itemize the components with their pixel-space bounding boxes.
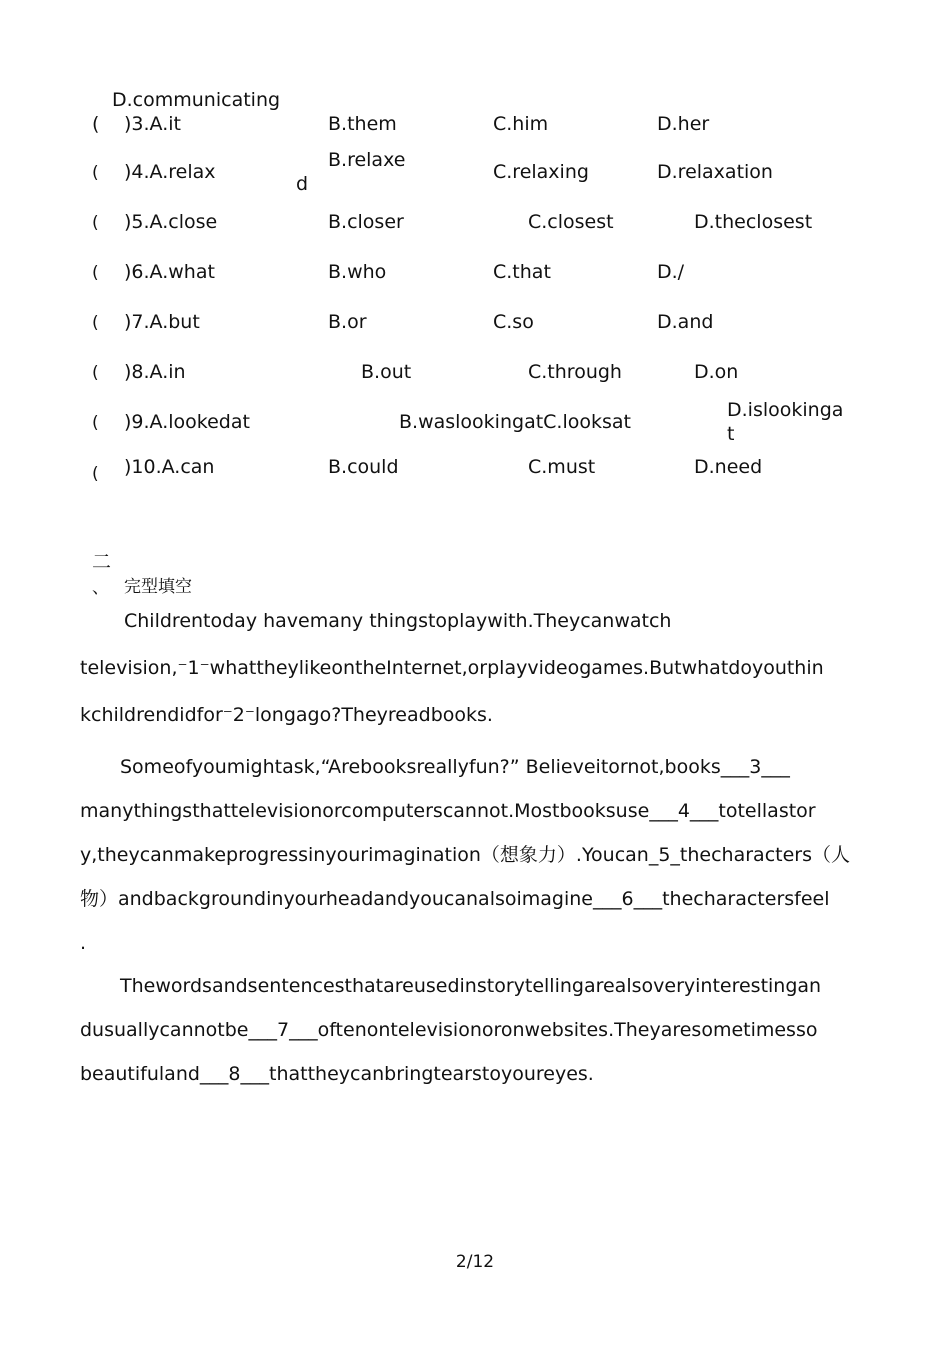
option-c: C.through	[528, 361, 622, 383]
option-b: B.out	[361, 361, 412, 383]
option-c: C.that	[493, 261, 551, 283]
passage-line: .	[80, 932, 87, 954]
option-c: C.must	[528, 456, 596, 478]
option-c: C.him	[493, 113, 549, 135]
option-b-wrap: d	[296, 173, 309, 195]
answer-paren: (	[92, 213, 99, 233]
option-d: D.her	[657, 113, 710, 135]
top-fragment: D.communicating	[112, 89, 281, 111]
option-a: )7.A.but	[124, 311, 200, 333]
section-title: 完型填空	[124, 577, 192, 597]
option-d: D.need	[694, 456, 763, 478]
passage-line: Childrentoday havemany thingstoplaywith.Theycanwatch	[124, 610, 672, 632]
option-c: C.so	[493, 311, 534, 333]
answer-paren: (	[92, 313, 99, 333]
option-a: )9.A.lookedat	[124, 411, 250, 433]
option-b: B.could	[328, 456, 399, 478]
passage-line: manythingsthattelevisionorcomputerscannot.Mostbooksuse___4___totellastor	[80, 800, 816, 822]
page-number: 2/12	[455, 1252, 495, 1272]
option-b: B.or	[328, 311, 367, 333]
option-b: B.them	[328, 113, 397, 135]
option-a: )4.A.relax	[124, 161, 216, 183]
answer-paren: (	[92, 413, 99, 433]
option-c: C.closest	[528, 211, 614, 233]
answer-paren: (	[92, 464, 99, 484]
passage-paragraph-2	[80, 745, 870, 965]
section-number: 二	[92, 551, 112, 573]
answer-paren: (	[92, 163, 99, 183]
option-d: D.relaxation	[657, 161, 773, 183]
option-b-c: B.waslookingatC.looksat	[399, 411, 631, 433]
answer-paren: (	[92, 263, 99, 283]
answer-paren: (	[92, 113, 100, 135]
option-a: )10.A.can	[124, 456, 215, 478]
option-a: )8.A.in	[124, 361, 186, 383]
option-d: D.on	[694, 361, 739, 383]
passage-line: television,⁻1⁻whattheylikeontheInternet,orplayvideogames.Butwhatdoyouthin	[80, 657, 824, 679]
option-d-wrap: t	[727, 423, 735, 445]
option-d: D.and	[657, 311, 714, 333]
option-d: D./	[657, 261, 685, 283]
section-separator: 、	[92, 578, 109, 598]
option-c: C.relaxing	[493, 161, 589, 183]
option-b: B.closer	[328, 211, 404, 233]
passage-line: 物）andbackgroundinyourheadandyoucanalsoimagine___6___thecharactersfeel	[80, 888, 830, 910]
passage-paragraph-1	[80, 599, 870, 737]
option-b: B.relaxe	[328, 149, 406, 171]
option-a: )3.A.it	[124, 113, 181, 135]
option-b: B.who	[328, 261, 387, 283]
passage-line: beautifuland___8___thattheycanbringtearstoyoureyes.	[80, 1063, 594, 1085]
passage-line: kchildrendidfor⁻2⁻longago?Theyreadbooks.	[80, 704, 493, 726]
passage-line: Someofyoumightask,“Arebooksreallyfun?” Believeitornot,books___3___	[120, 756, 790, 778]
option-a: )5.A.close	[124, 211, 218, 233]
option-d: D.islookinga	[727, 399, 844, 421]
passage-line: Thewordsandsentencesthatareusedinstorytellingarealsoveryinterestingan	[120, 975, 822, 997]
answer-paren: (	[92, 363, 99, 383]
option-d: D.theclosest	[694, 211, 813, 233]
passage-line: y,theycanmakeprogressinyourimagination（想象力）.Youcan_5_thecharacters（人	[80, 844, 850, 866]
passage-paragraph-3	[80, 964, 870, 1096]
passage-line: dusuallycannotbe___7___oftenontelevisionoronwebsites.Theyaresometimesso	[80, 1019, 818, 1041]
option-a: )6.A.what	[124, 261, 215, 283]
